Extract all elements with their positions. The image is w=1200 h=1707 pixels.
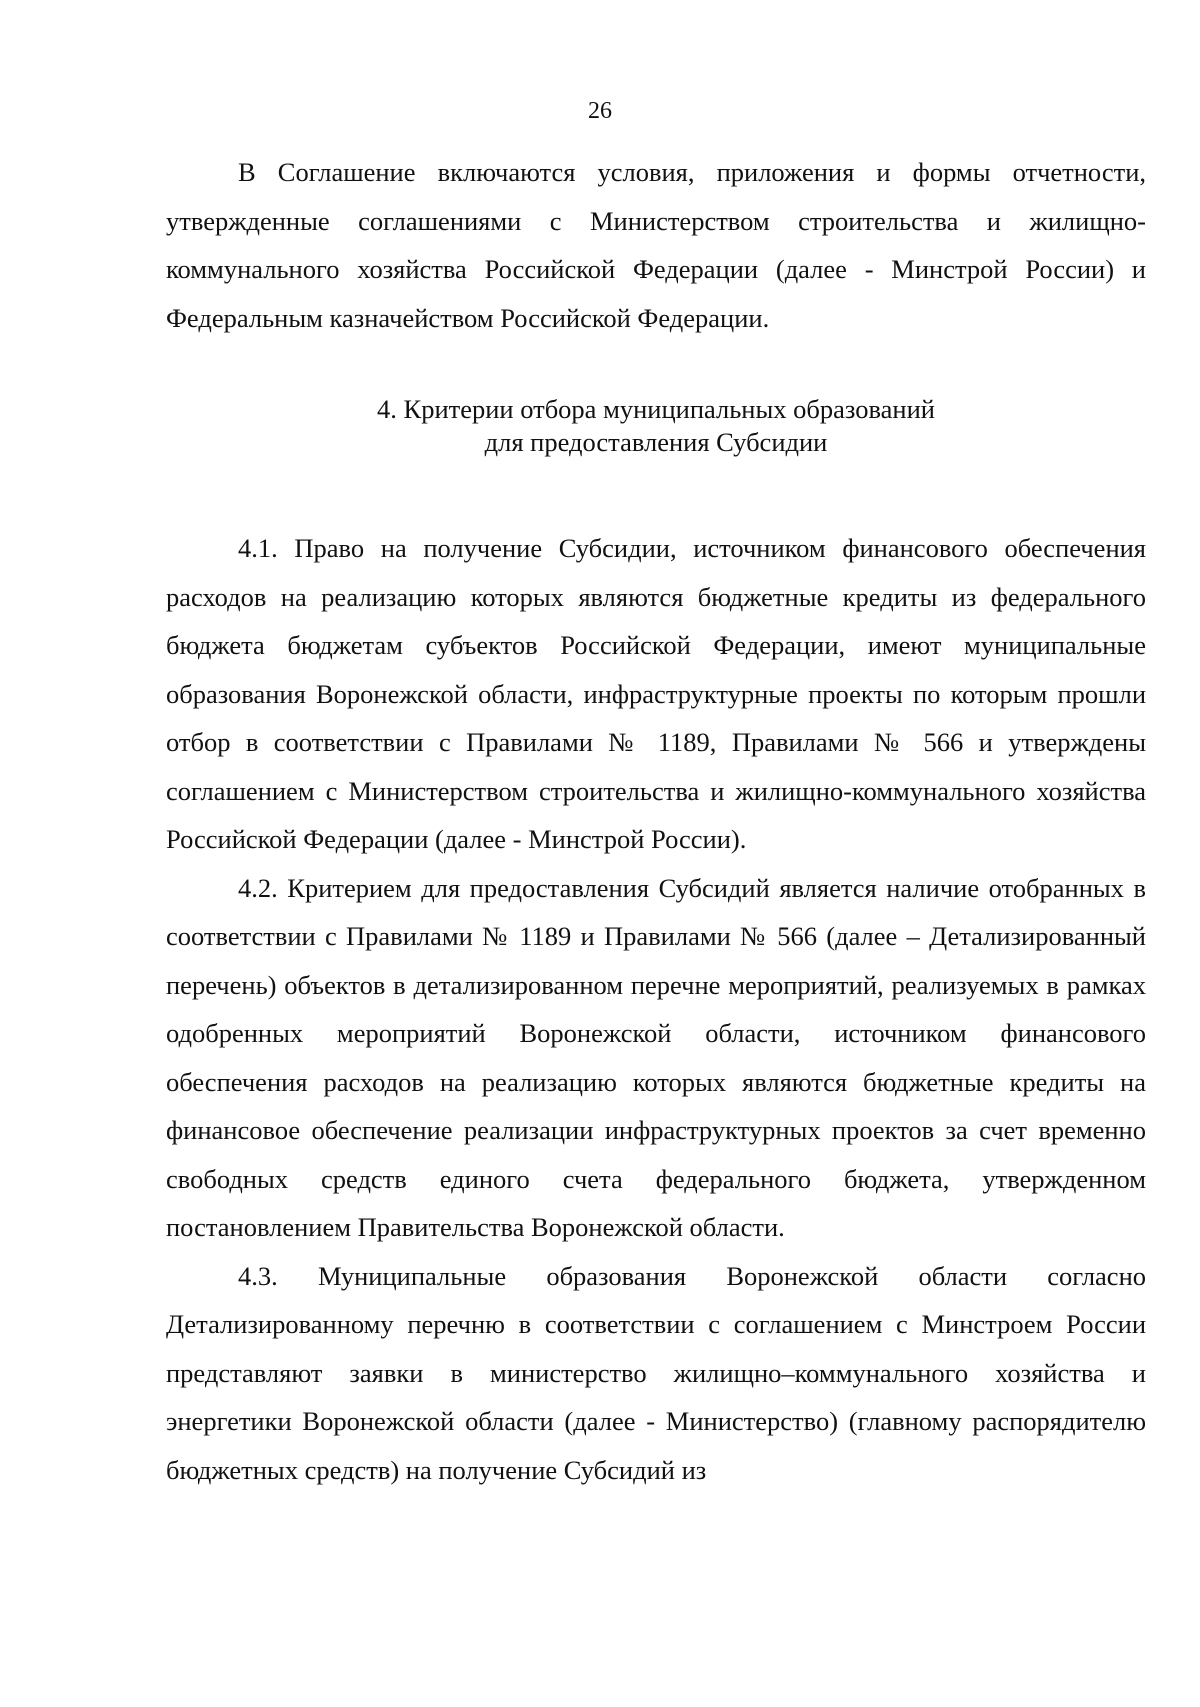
page-number: 26 xyxy=(588,98,612,124)
intro-block xyxy=(166,148,1146,342)
section-heading-line-1: 4. Критерии отбора муниципальных образований xyxy=(377,394,935,424)
paragraph-4-2: 4.2. Критерием для предоставления Субсидий является наличие отобранных в соответствии с Правилами № 1189 и Правилами № 566 (далее – Детализированный перечень) объектов в детализированном перечне мероприятий, реализуемых в рамках одобренных мероприятий Воронежской области, источником финансового обеспечения расходов на реализацию которых являются бюджетные кредиты на финансовое обеспечение реализации инфраструктурных проектов за счет временно свободных средств единого счета федерального бюджета, утвержденном постановлением Правительства Воронежской области. xyxy=(166,872,1146,1242)
paragraph-4-3: 4.3. Муниципальные образования Воронежской области согласно Детализированному перечню в соответствии с соглашением с Минстроем России представляют заявки в министерство жилищно–коммунального хозяйства и энергетики Воронежской области (далее - Министерство) (главному распорядителю бюджетных средств) на получение Субсидий из xyxy=(166,1260,1146,1485)
section-heading-line-2: для предоставления Субсидии xyxy=(484,427,828,457)
intro-paragraph: В Соглашение включаются условия, приложения и формы отчетности, утвержденные соглашениями с Министерством строительства и жилищно-коммунального хозяйства Российской Федерации (далее - Минстрой России) и Федеральным казначейством Российской Федерации. xyxy=(166,157,1146,333)
section-heading xyxy=(166,393,1146,459)
section-body xyxy=(166,524,1146,1494)
paragraph-4-1: 4.1. Право на получение Субсидии, источником финансового обеспечения расходов на реализацию которых являются бюджетные кредиты из федерального бюджета бюджетам субъектов Российской Федерации, имеют муниципальные образования Воронежской области, инфраструктурные проекты по которым прошли отбор в соответствии с Правилами № 1189, Правилами № 566 и утверждены соглашением с Министерством строительства и жилищно-коммунального хозяйства Российской Федерации (далее - Минстрой России). xyxy=(166,533,1146,854)
